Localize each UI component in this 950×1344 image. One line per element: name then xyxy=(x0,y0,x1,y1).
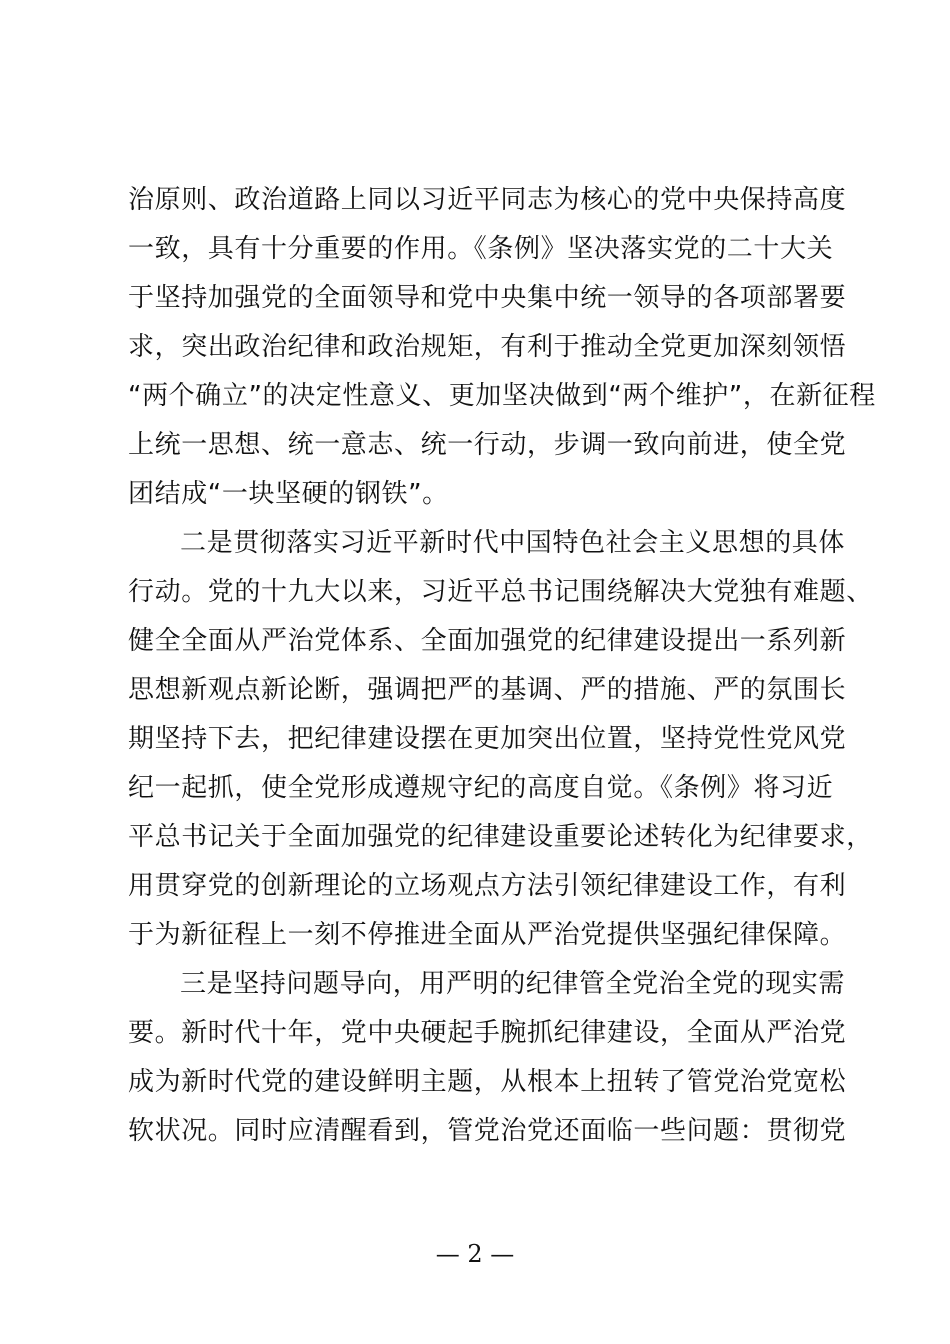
text-line: 期坚持下去，把纪律建设摆在更加突出位置，坚持党性党风党 xyxy=(128,724,847,754)
text-line: 健全全面从严治党体系、全面加强党的纪律建设提出一系列新 xyxy=(128,626,847,656)
text-line: 行动。党的十九大以来，习近平总书记围绕解决大党独有难题、 xyxy=(128,577,873,607)
text-line: 上统一思想、统一意志、统一行动，步调一致向前进，使全党 xyxy=(128,430,847,460)
document-body xyxy=(128,176,876,1156)
text-line: 治原则、政治道路上同以习近平同志为核心的党中央保持高度 xyxy=(128,185,847,215)
text-line: 用贯穿党的创新理论的立场观点方法引领纪律建设工作，有利 xyxy=(128,871,847,901)
text-line: 于坚持加强党的全面领导和党中央集中统一领导的各项部署要 xyxy=(128,283,847,313)
text-line: 一致，具有十分重要的作用。《条例》坚决落实党的二十大关 xyxy=(128,234,834,264)
text-line: 于为新征程上一刻不停推进全面从严治党提供坚强纪律保障。 xyxy=(128,920,847,950)
text-line: 软状况。同时应清醒看到，管党治党还面临一些问题：贯彻党 xyxy=(128,1116,847,1146)
text-line: 平总书记关于全面加强党的纪律建设重要论述转化为纪律要求， xyxy=(128,822,873,852)
text-line: 成为新时代党的建设鲜明主题，从根本上扭转了管党治党宽松 xyxy=(128,1067,847,1097)
text-line: 思想新观点新论断，强调把严的基调、严的措施、严的氛围长 xyxy=(128,675,847,705)
paragraph-start-line: 三是坚持问题导向，用严明的纪律管全党治全党的现实需 xyxy=(180,969,846,999)
text-line: 要。新时代十年，党中央硬起手腕抓纪律建设，全面从严治党 xyxy=(128,1018,847,1048)
text-line: 求，突出政治纪律和政治规矩，有利于推动全党更加深刻领悟 xyxy=(128,332,847,362)
text-line: 团结成“一块坚硬的钢铁”。 xyxy=(128,479,449,509)
page-number: — 2 — xyxy=(435,1240,515,1268)
text-line: 纪一起抓，使全党形成遵规守纪的高度自觉。《条例》将习近 xyxy=(128,773,834,803)
text-line: “两个确立”的决定性意义、更加坚决做到“两个维护”，在新征程 xyxy=(128,381,876,411)
paragraph-start-line: 二是贯彻落实习近平新时代中国特色社会主义思想的具体 xyxy=(180,528,846,558)
